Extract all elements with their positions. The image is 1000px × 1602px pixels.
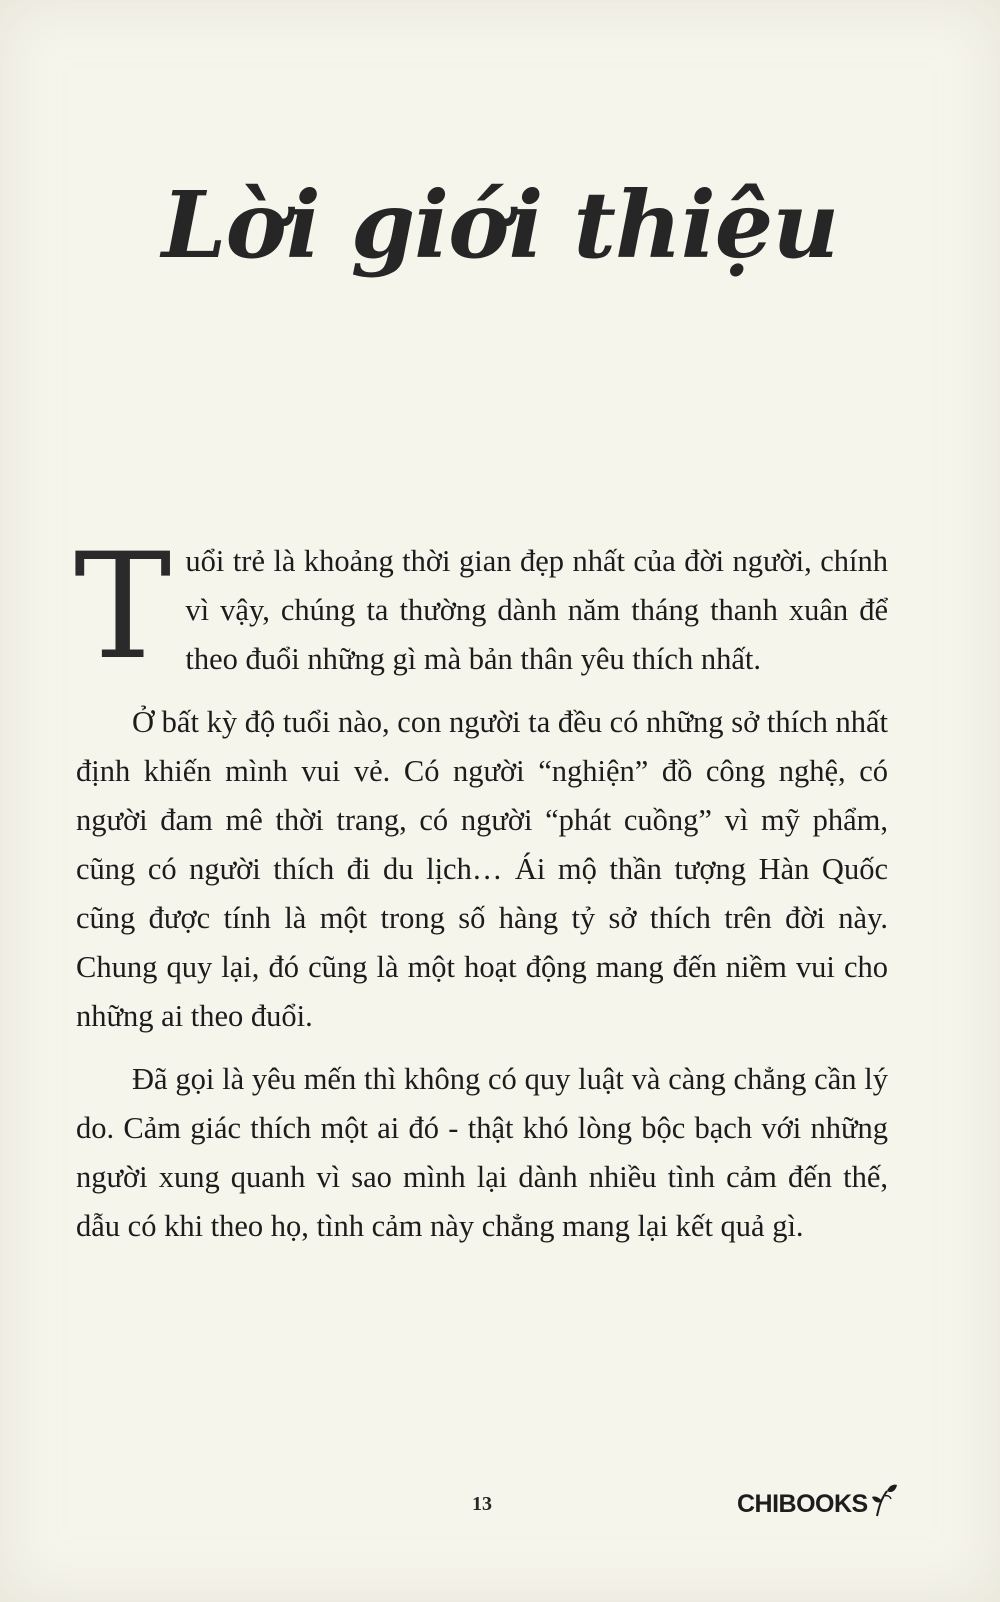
paragraph-3: Đã gọi là yêu mến thì không có quy luật và càng chẳng cần lý do. Cảm giác thích một ai đó - thật khó lòng bộc bạch với những người xung quanh vì sao mình lại dành nhiều tình cảm đến thế, dẫu có khi theo họ, tình cảm này chẳng mang lại kết quả gì.	[76, 1062, 888, 1243]
chapter-title: Lời giới thiệu	[161, 171, 839, 279]
paragraph-2: Ở bất kỳ độ tuổi nào, con người ta đều có những sở thích nhất định khiến mình vui vẻ. Có người “nghiện” đồ công nghệ, có người đam mê thời trang, có người “phát cuồng” vì mỹ phẩm, cũng có người thích đi du lịch… Ái mộ thần tượng Hàn Quốc cũng được tính là một trong số hàng tỷ sở thích trên đời này. Chung quy lại, đó cũng là một hoạt động mang đến niềm vui cho những ai theo đuổi.	[76, 705, 888, 1033]
publisher-logo	[737, 1490, 899, 1519]
paragraph-1-text: uổi trẻ là khoảng thời gian đẹp nhất của đời người, chính vì vậy, chúng ta thường dành năm tháng thanh xuân để theo đuổi những gì mà bản thân yêu thích nhất.	[185, 544, 888, 676]
publisher-name: CHIBOOKS	[737, 1490, 868, 1518]
leaf-sprout-icon	[869, 1483, 899, 1517]
drop-cap: T	[74, 522, 172, 692]
page-number: 13	[472, 1493, 492, 1515]
body-text	[74, 522, 888, 1265]
paragraph-1	[74, 522, 888, 692]
